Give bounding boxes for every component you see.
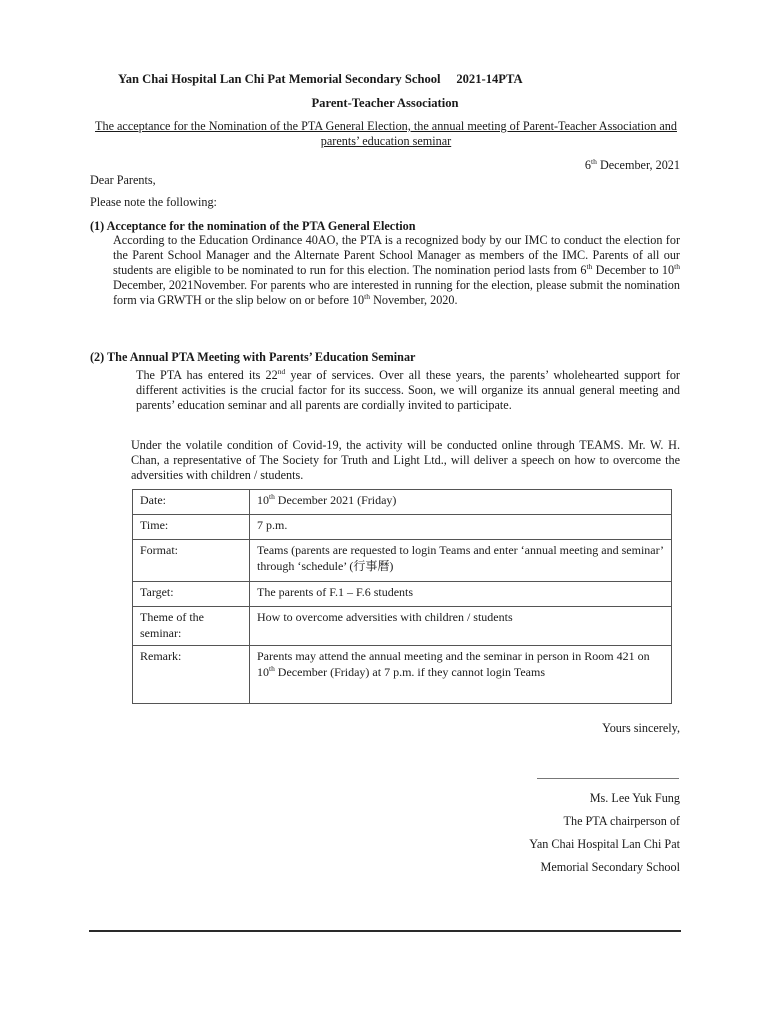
date-rest: December, 2021 [596, 158, 680, 172]
row-label: Remark: [133, 646, 250, 704]
row-value [250, 646, 672, 704]
signature-line [537, 778, 679, 779]
signatory-name: Ms. Lee Yuk Fung [589, 791, 680, 805]
signatory-role: The PTA chairperson of [563, 814, 680, 828]
reference-number: 2021-14PTA [456, 72, 523, 86]
s2-text: The PTA has entered its 22 [136, 368, 278, 382]
s1-text: November, 2020. [370, 293, 458, 307]
association-title: Parent-Teacher Association [311, 96, 459, 110]
value-text: 10 [257, 493, 269, 507]
s1-text: December to 10 [592, 263, 675, 277]
row-value: How to overcome adversities with children / students [250, 607, 672, 646]
event-details-table [132, 489, 672, 704]
row-label: Format: [133, 540, 250, 582]
letter-date [585, 158, 680, 173]
value-text: Parents may attend the annual meeting and the seminar in person in Room 421 on 10 [257, 649, 650, 679]
s2-sup: nd [277, 366, 286, 376]
letter-subject: The acceptance for the Nomination of the PTA General Election, the annual meeting of Parent-Teacher Association and parents’ education seminar [95, 119, 677, 148]
row-label: Target: [133, 582, 250, 607]
signatory-school-line1: Yan Chai Hospital Lan Chi Pat [529, 837, 680, 851]
s1-text: According to the Education Ordinance 40AO, the PTA is a recognized body by our IMC to conduct the election for the Parent School Manager and the Alternate Parent School Manager as members of the IMC. Parents of all our students are eligible to be nominated to run for this election. The nomination period lasts from 6 [113, 233, 680, 277]
date-day: 6 [584, 158, 592, 172]
row-value: 7 p.m. [250, 515, 672, 540]
intro-text: Please note the following: [90, 195, 217, 209]
s1-sup: th [674, 261, 680, 271]
row-value [250, 490, 672, 515]
table-row [133, 582, 672, 607]
s1-sup: th [586, 261, 593, 271]
section1-body [113, 233, 680, 308]
section2-paragraph1 [136, 368, 680, 413]
row-label: Time: [133, 515, 250, 540]
section1-title: (1) Acceptance for the nomination of the PTA General Election [90, 219, 416, 233]
row-label: Theme of the seminar: [133, 607, 250, 646]
value-sup: th [269, 492, 275, 501]
section2-title: (2) The Annual PTA Meeting with Parents’ Education Seminar [90, 350, 416, 364]
table-row [133, 607, 672, 646]
school-name: Yan Chai Hospital Lan Chi Pat Memorial Secondary School [118, 72, 441, 86]
s2-text: year of services. Over all these years, the parents’ wholehearted support for different activities is the crucial factor for its success. Soon, we will organize its annual general meeting and parents’ education seminar and all parents are cordially invited to participate. [136, 368, 680, 412]
value-text: December 2021 (Friday) [274, 493, 397, 507]
s1-text: December, 2021November. For parents who are interested in running for the election, please submit the nomination form via GRWTH or the slip below on or before 10 [113, 278, 680, 307]
s1-sup: th [364, 291, 371, 301]
row-label: Date: [133, 490, 250, 515]
row-value: Teams (parents are requested to login Teams and enter ‘annual meeting and seminar’ through ‘schedule’ (行事曆) [250, 540, 672, 582]
school-header [118, 72, 523, 87]
value-text: December (Friday) at 7 p.m. if they cannot login Teams [274, 665, 545, 679]
table-row [133, 540, 672, 582]
row-value: The parents of F.1 – F.6 students [250, 582, 672, 607]
signatory-school-line2: Memorial Secondary School [540, 860, 680, 874]
date-suffix: th [591, 156, 597, 166]
closing: Yours sincerely, [602, 721, 680, 735]
salutation: Dear Parents, [90, 173, 156, 187]
section2-paragraph2: Under the volatile condition of Covid-19, the activity will be conducted online through TEAMS. Mr. W. H. Chan, a representative of The Society for Truth and Light Ltd., will deliver a speech on how to overcome the adversities with children / students. [131, 438, 680, 482]
value-sup: th [269, 664, 275, 673]
bottom-divider [89, 930, 681, 932]
table-row [133, 515, 672, 540]
table-row [133, 646, 672, 704]
table-row [133, 490, 672, 515]
